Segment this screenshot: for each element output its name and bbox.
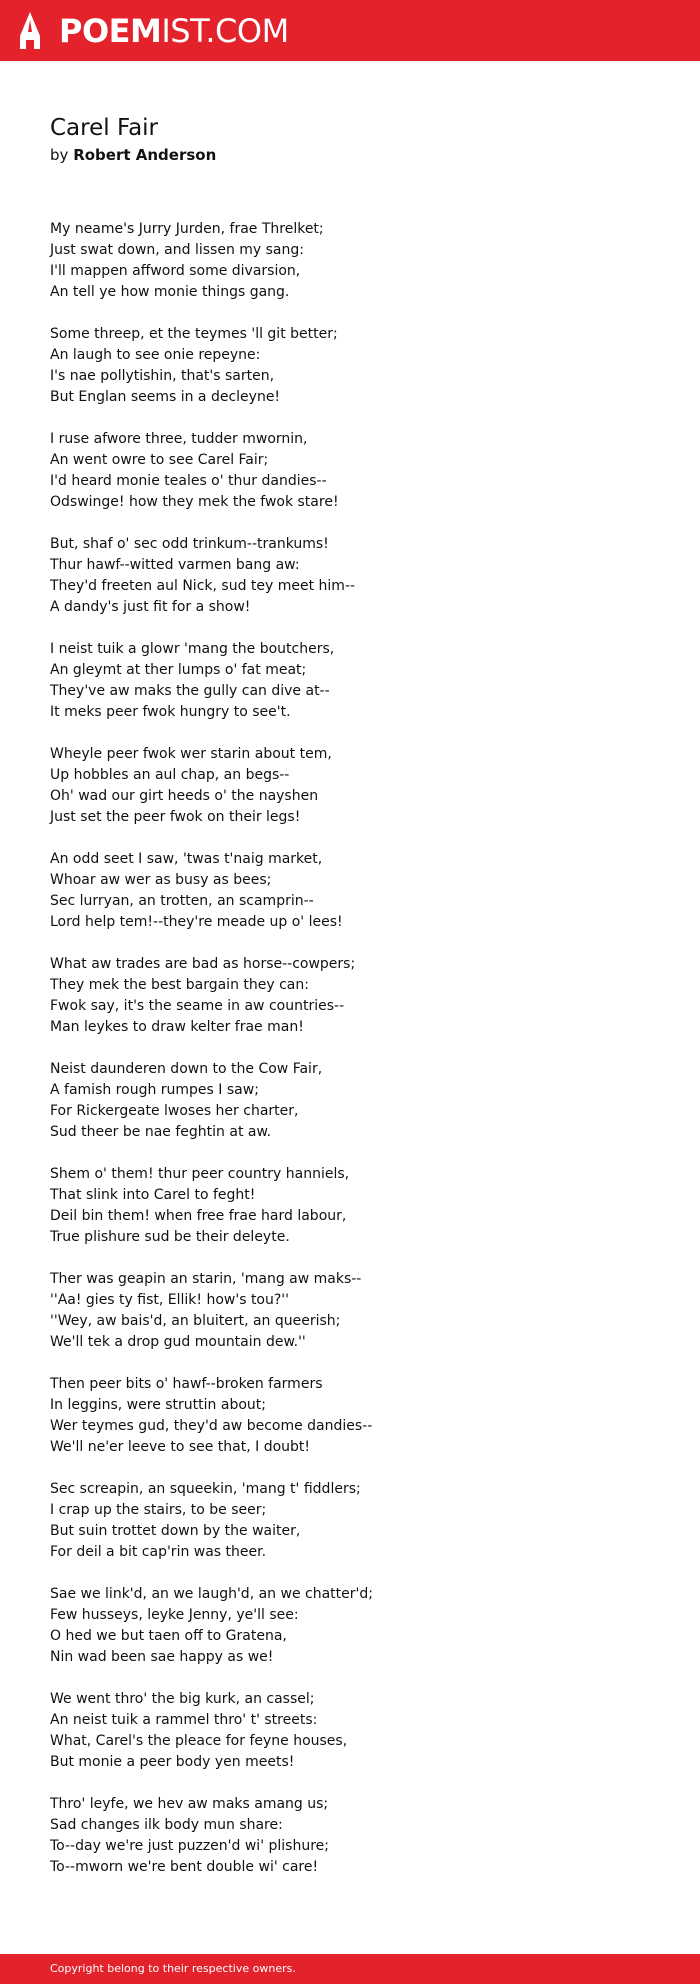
stanza (50, 534, 650, 618)
stanza (50, 744, 650, 828)
poem-line: But suin trottet down by the waiter, (50, 1523, 301, 1539)
logo-text-bold: POEM (59, 12, 162, 50)
poem-line: Fwok say, it's the seame in aw countries-- (50, 998, 345, 1014)
poem-line: Then peer bits o' hawf--broken farmers (50, 1376, 323, 1392)
poem-line: They've aw maks the gully can dive at-- (50, 683, 330, 699)
poem-title: Carel Fair (50, 115, 159, 141)
poem-line: Up hobbles an aul chap, an begs-- (50, 767, 290, 783)
stanza (50, 1689, 650, 1773)
poem-line: An went owre to see Carel Fair; (50, 452, 269, 468)
poem-line: Thur hawf--witted varmen bang aw: (50, 557, 300, 573)
poem-line: Few husseys, leyke Jenny, ye'll see: (50, 1607, 299, 1623)
poem-byline (50, 144, 650, 166)
poem-line: An tell ye how monie things gang. (50, 284, 290, 300)
poem-line: We'll ne'er leeve to see that, I doubt! (50, 1439, 311, 1455)
poem-line: I neist tuik a glowr 'mang the boutchers, (50, 641, 335, 657)
poem-line: Neist daunderen down to the Cow Fair, (50, 1061, 323, 1077)
poem-line: A famish rough rumpes I saw; (50, 1082, 259, 1098)
poem-line: Lord help tem!--they're meade up o' lees! (50, 914, 343, 930)
stanza (50, 954, 650, 1038)
poem-line: Sec screapin, an squeekin, 'mang t' fiddlers; (50, 1481, 361, 1497)
poem-line: Just set the peer fwok on their legs! (50, 809, 301, 825)
poem-line: Sad changes ilk body mun share: (50, 1817, 283, 1833)
poem-line: Man leykes to draw kelter frae man! (50, 1019, 304, 1035)
stanza (50, 1479, 650, 1563)
poem-line: Just swat down, and lissen my sang: (50, 242, 304, 258)
stanza (50, 639, 650, 723)
stanza (50, 1794, 650, 1878)
pen-nib-icon (17, 10, 43, 52)
by-label: by (50, 146, 69, 164)
poem-line: But, shaf o' sec odd trinkum--trankums! (50, 536, 329, 552)
stanza (50, 1584, 650, 1668)
poem-line: Ther was geapin an starin, 'mang aw maks-- (50, 1271, 362, 1287)
poem-line: They'd freeten aul Nick, sud tey meet him-- (50, 578, 356, 594)
poem-line: Shem o' them! thur peer country hanniels, (50, 1166, 350, 1182)
poem-line: ''Aa! gies ty fist, Ellik! how's tou?'' (50, 1292, 289, 1308)
poem-line: For deil a bit cap'rin was theer. (50, 1544, 267, 1560)
poem-line: My neame's Jurry Jurden, frae Threlket; (50, 221, 324, 237)
poem-line: Nin wad been sae happy as we! (50, 1649, 274, 1665)
stanza (50, 1374, 650, 1458)
poem-line: Whoar aw wer as busy as bees; (50, 872, 272, 888)
poem-line: A dandy's just fit for a show! (50, 599, 251, 615)
poem-line: Oh' wad our girt heeds o' the nayshen (50, 788, 319, 804)
poem-line: Some threep, et the teymes 'll git better; (50, 326, 338, 342)
poem-line: I ruse afwore three, tudder mwornin, (50, 431, 308, 447)
site-logo-link[interactable] (17, 10, 289, 52)
poem-header (50, 112, 650, 166)
author-name: Robert Anderson (73, 146, 217, 164)
poem-line: They mek the best bargain they can: (50, 977, 309, 993)
poem-line: Sec lurryan, an trotten, an scamprin-- (50, 893, 314, 909)
poem-line: True plishure sud be their deleyte. (50, 1229, 290, 1245)
poem-line: I'd heard monie teales o' thur dandies-- (50, 473, 327, 489)
stanza (50, 1269, 650, 1353)
poem-line: To--mworn we're bent double wi' care! (50, 1859, 319, 1875)
poem-line: I'll mappen affword some divarsion, (50, 263, 301, 279)
poem-line: Wer teymes gud, they'd aw become dandies-- (50, 1418, 373, 1434)
poem-line: We went thro' the big kurk, an cassel; (50, 1691, 315, 1707)
poem-line: What, Carel's the pleace for feyne houses, (50, 1733, 348, 1749)
stanza (50, 1164, 650, 1248)
poem-line: It meks peer fwok hungry to see't. (50, 704, 291, 720)
poem-line: An odd seet I saw, 'twas t'naig market, (50, 851, 323, 867)
poem-line: In leggins, were struttin about; (50, 1397, 266, 1413)
poem-line: Sud theer be nae feghtin at aw. (50, 1124, 272, 1140)
poem-body (50, 219, 650, 1899)
logo-text-light: IST.COM (161, 12, 289, 50)
stanza (50, 1059, 650, 1143)
poem-line: To--day we're just puzzen'd wi' plishure; (50, 1838, 329, 1854)
site-header (0, 0, 700, 61)
poem-line: But Englan seems in a decleyne! (50, 389, 281, 405)
stanza (50, 429, 650, 513)
poem-line: What aw trades are bad as horse--cowpers; (50, 956, 356, 972)
poem-line: Thro' leyfe, we hev aw maks amang us; (50, 1796, 329, 1812)
poem-line: An laugh to see onie repeyne: (50, 347, 261, 363)
poem-line: Odswinge! how they mek the fwok stare! (50, 494, 339, 510)
site-logo-text (59, 11, 289, 51)
stanza (50, 324, 650, 408)
poem-line: ''Wey, aw bais'd, an bluitert, an queerish; (50, 1313, 341, 1329)
site-footer (0, 1954, 700, 1984)
stanza (50, 849, 650, 933)
copyright-notice: Copyright belong to their respective owners. (50, 1962, 296, 1975)
poem-line: Wheyle peer fwok wer starin about tem, (50, 746, 332, 762)
poem-line: That slink into Carel to feght! (50, 1187, 256, 1203)
poem-line: For Rickergeate lwoses her charter, (50, 1103, 299, 1119)
poem-line: An neist tuik a rammel thro' t' streets: (50, 1712, 318, 1728)
stanza (50, 219, 650, 303)
poem-line: Deil bin them! when free frae hard labour, (50, 1208, 347, 1224)
poem-line: Sae we link'd, an we laugh'd, an we chatter'd; (50, 1586, 373, 1602)
poem-line: I's nae pollytishin, that's sarten, (50, 368, 275, 384)
poem-line: We'll tek a drop gud mountain dew.'' (50, 1334, 306, 1350)
poem-line: O hed we but taen off to Gratena, (50, 1628, 287, 1644)
poem-line: But monie a peer body yen meets! (50, 1754, 295, 1770)
poem-line: I crap up the stairs, to be seer; (50, 1502, 267, 1518)
poem-line: An gleymt at ther lumps o' fat meat; (50, 662, 307, 678)
